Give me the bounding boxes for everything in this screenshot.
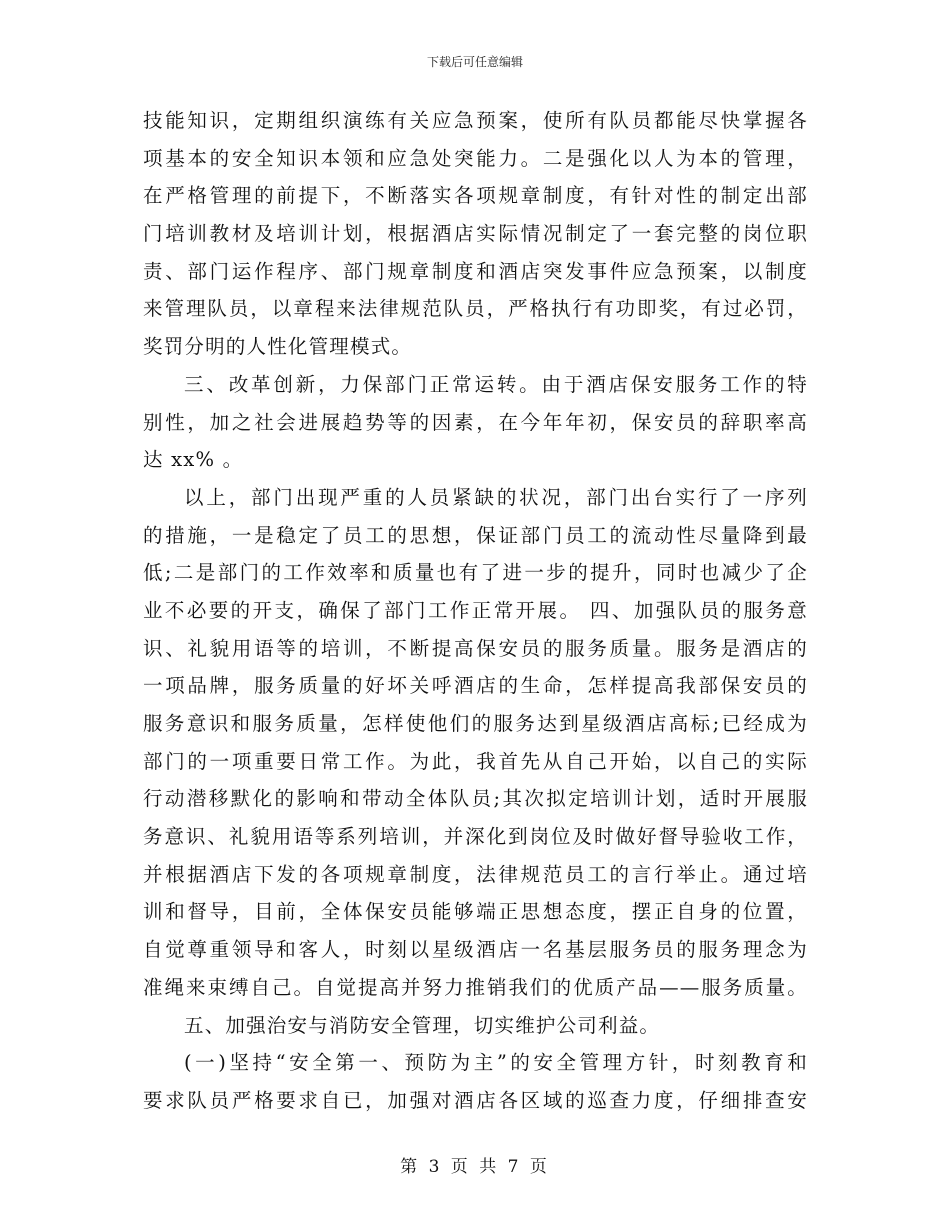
text-line: 业不必要的开支，确保了部门工作正常开展。 四、加强队员的服务意 — [143, 598, 808, 622]
document-body — [143, 102, 808, 1120]
paragraph-start-line: 以上，部门出现严重的人员紧缺的状况，部门出台实行了一序列 — [184, 485, 808, 509]
text-line: 务意识、礼貌用语等系列培训，并深化到岗位及时做好督导验收工作， — [143, 825, 808, 849]
text-line: 低;二是部门的工作效率和质量也有了进一步的提升，同时也减少了企 — [143, 561, 808, 585]
text-line: 在严格管理的前提下，不断落实各项规章制度，有针对性的制定出部 — [143, 184, 808, 208]
text-line: 项基本的安全知识本领和应急处突能力。二是强化以人为本的管理， — [143, 146, 808, 170]
text-line: 奖罚分明的人性化管理模式。 — [143, 335, 413, 359]
text-line: 并根据酒店下发的各项规章制度，法律规范员工的言行举止。通过培 — [143, 862, 808, 886]
text-line: 技能知识，定期组织演练有关应急预案，使所有队员都能尽快掌握各 — [143, 109, 808, 132]
section-heading-line: 五、加强治安与消防安全管理，切实维护公司利益。 — [184, 1013, 661, 1037]
text-line: 部门的一项重要日常工作。为此，我首先从自己开始，以自己的实际 — [143, 749, 808, 773]
text-line: 别性，加之社会进展趋势等的因素，在今年年初，保安员的辞职率高 — [143, 410, 808, 434]
text-line: 达 xx% 。 — [143, 448, 244, 472]
text-line: 准绳来束缚自己。自觉提高并努力推销我们的优质产品——服务质量。 — [143, 975, 808, 999]
page-header: 下载后可任意编辑 — [426, 55, 523, 69]
text-line: 要求队员严格要求自已，加强对酒店各区域的巡查力度，仔细排查安 — [143, 1088, 808, 1112]
text-line: 责、部门运作程序、部门规章制度和酒店突发事件应急预案，以制度 — [143, 259, 808, 283]
text-line: 训和督导，目前，全体保安员能够端正思想态度，摆正自身的位置， — [143, 900, 808, 924]
text-line: 识、礼貌用语等的培训，不断提高保安员的服务质量。服务是酒店的 — [143, 636, 808, 660]
text-line: 行动潜移默化的影响和带动全体队员;其次拟定培训计划，适时开展服 — [143, 787, 808, 811]
text-line: 的措施，一是稳定了员工的思想，保证部门员工的流动性尽量降到最 — [143, 523, 808, 547]
text-line: 门培训教材及培训计划，根据酒店实际情况制定了一套完整的岗位职 — [143, 222, 808, 246]
paragraph-start-line: 三、改革创新，力保部门正常运转。由于酒店保安服务工作的特 — [184, 372, 808, 396]
text-line: 来管理队员，以章程来法律规范队员，严格执行有功即奖，有过必罚， — [143, 297, 808, 321]
paragraph-start-line: (一)坚持“安全第一、预防为主”的安全管理方针，时刻教育和 — [184, 1051, 808, 1075]
text-line: 自觉尊重领导和客人，时刻以星级酒店一名基层服务员的服务理念为 — [143, 938, 808, 962]
text-line: 一项品牌，服务质量的好坏关呼酒店的生命，怎样提高我部保安员的 — [143, 674, 808, 698]
page-number: 第 3 页 共 7 页 — [400, 1157, 550, 1177]
text-line: 服务意识和服务质量，怎样使他们的服务达到星级酒店高标;已经成为 — [143, 712, 808, 735]
